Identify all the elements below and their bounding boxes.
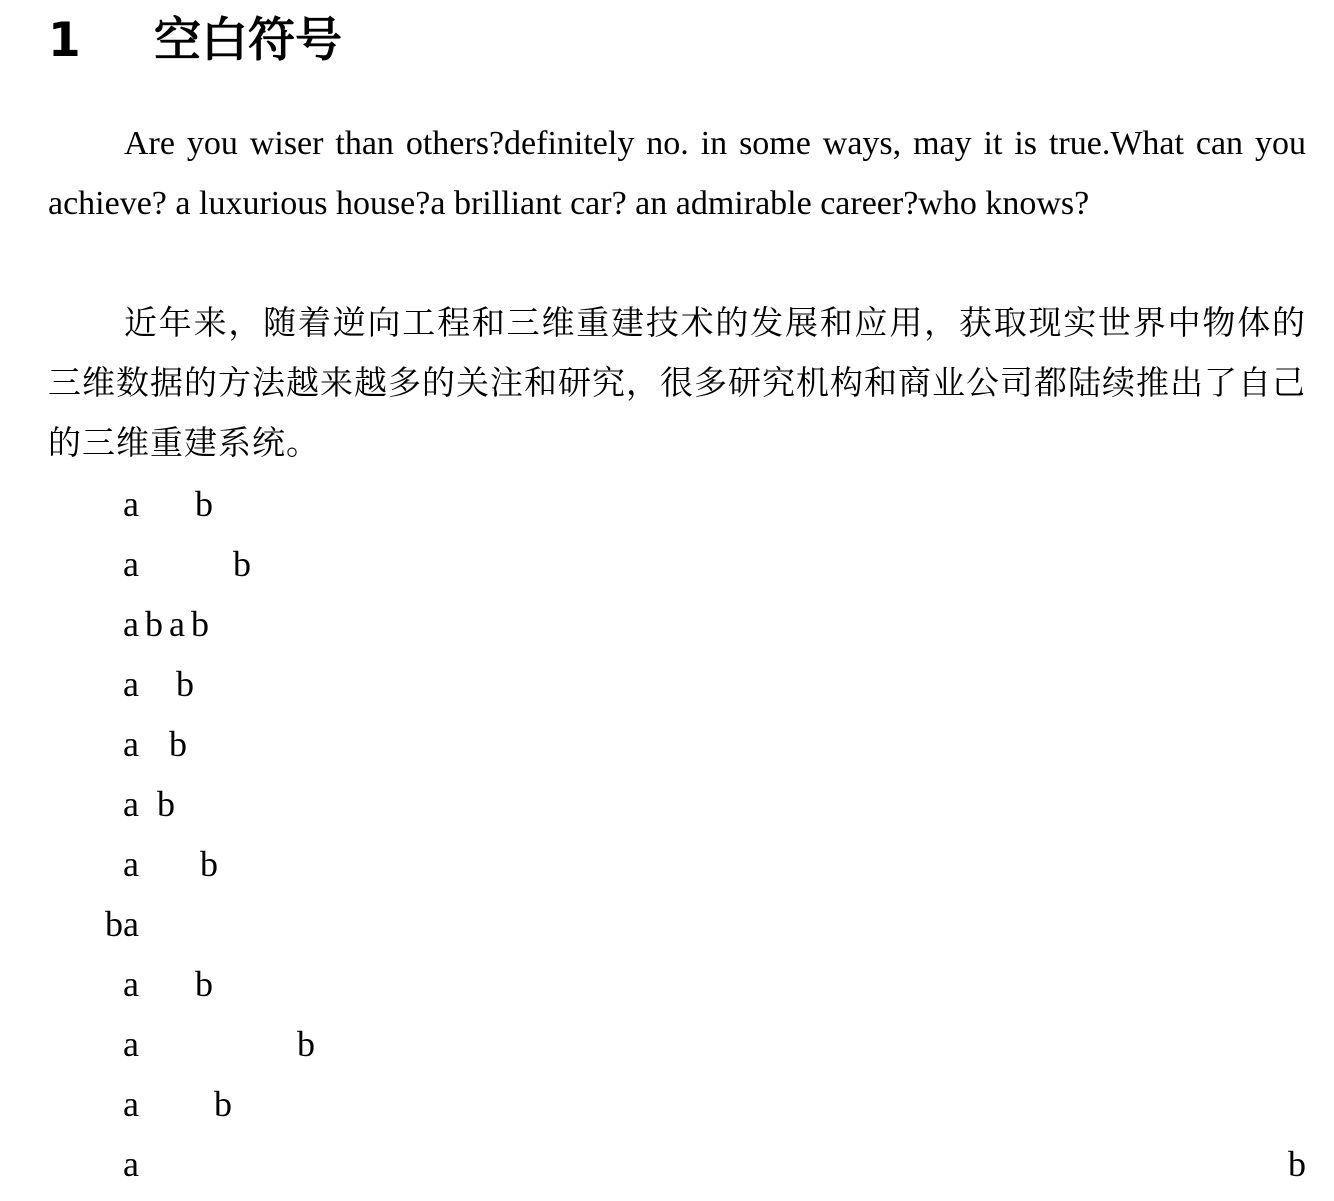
- glyph-sequence: ba: [105, 904, 139, 944]
- glyph-b: b: [233, 544, 251, 584]
- glyph-b: b: [1288, 1144, 1306, 1184]
- section-number: 1: [48, 13, 81, 68]
- glyph-b: b: [200, 844, 218, 884]
- glyph-a: a: [123, 1144, 139, 1184]
- glyph-a: a: [123, 964, 139, 1004]
- glyph-b: b: [176, 664, 194, 704]
- glyph-a: a: [123, 1084, 139, 1124]
- glyph-b: b: [297, 1024, 315, 1064]
- glyph-b: b: [195, 484, 213, 524]
- glyph-a: a: [123, 844, 139, 884]
- spacing-example-12: [123, 1134, 1306, 1194]
- glyph-a: a: [123, 484, 139, 524]
- glyph-a: a: [123, 664, 139, 704]
- chinese-paragraph: 近年来，随着逆向工程和三维重建技术的发展和应用，获取现实世界中物体的三维数据的方法越来越多的关注和研究，很多研究机构和商业公司都陆续推出了自己的三维重建系统。: [48, 303, 1306, 462]
- glyph-a: a: [123, 724, 139, 764]
- glyph-b: b: [214, 1084, 232, 1124]
- glyph-a: a: [123, 1024, 139, 1064]
- english-paragraph: Are you wiser than others?definitely no. in some ways, may it is true.What can you achieve? a luxurious house?a brilliant car? an admirable career?who knows?: [48, 125, 1306, 222]
- glyph-a: a: [123, 544, 139, 584]
- glyph-b: b: [169, 724, 187, 764]
- glyph-sequence: a b a b: [123, 604, 209, 644]
- glyph-a: a: [123, 784, 139, 824]
- glyph-b: b: [157, 784, 175, 824]
- section-title: 空白符号: [154, 13, 342, 68]
- glyph-b: b: [195, 964, 213, 1004]
